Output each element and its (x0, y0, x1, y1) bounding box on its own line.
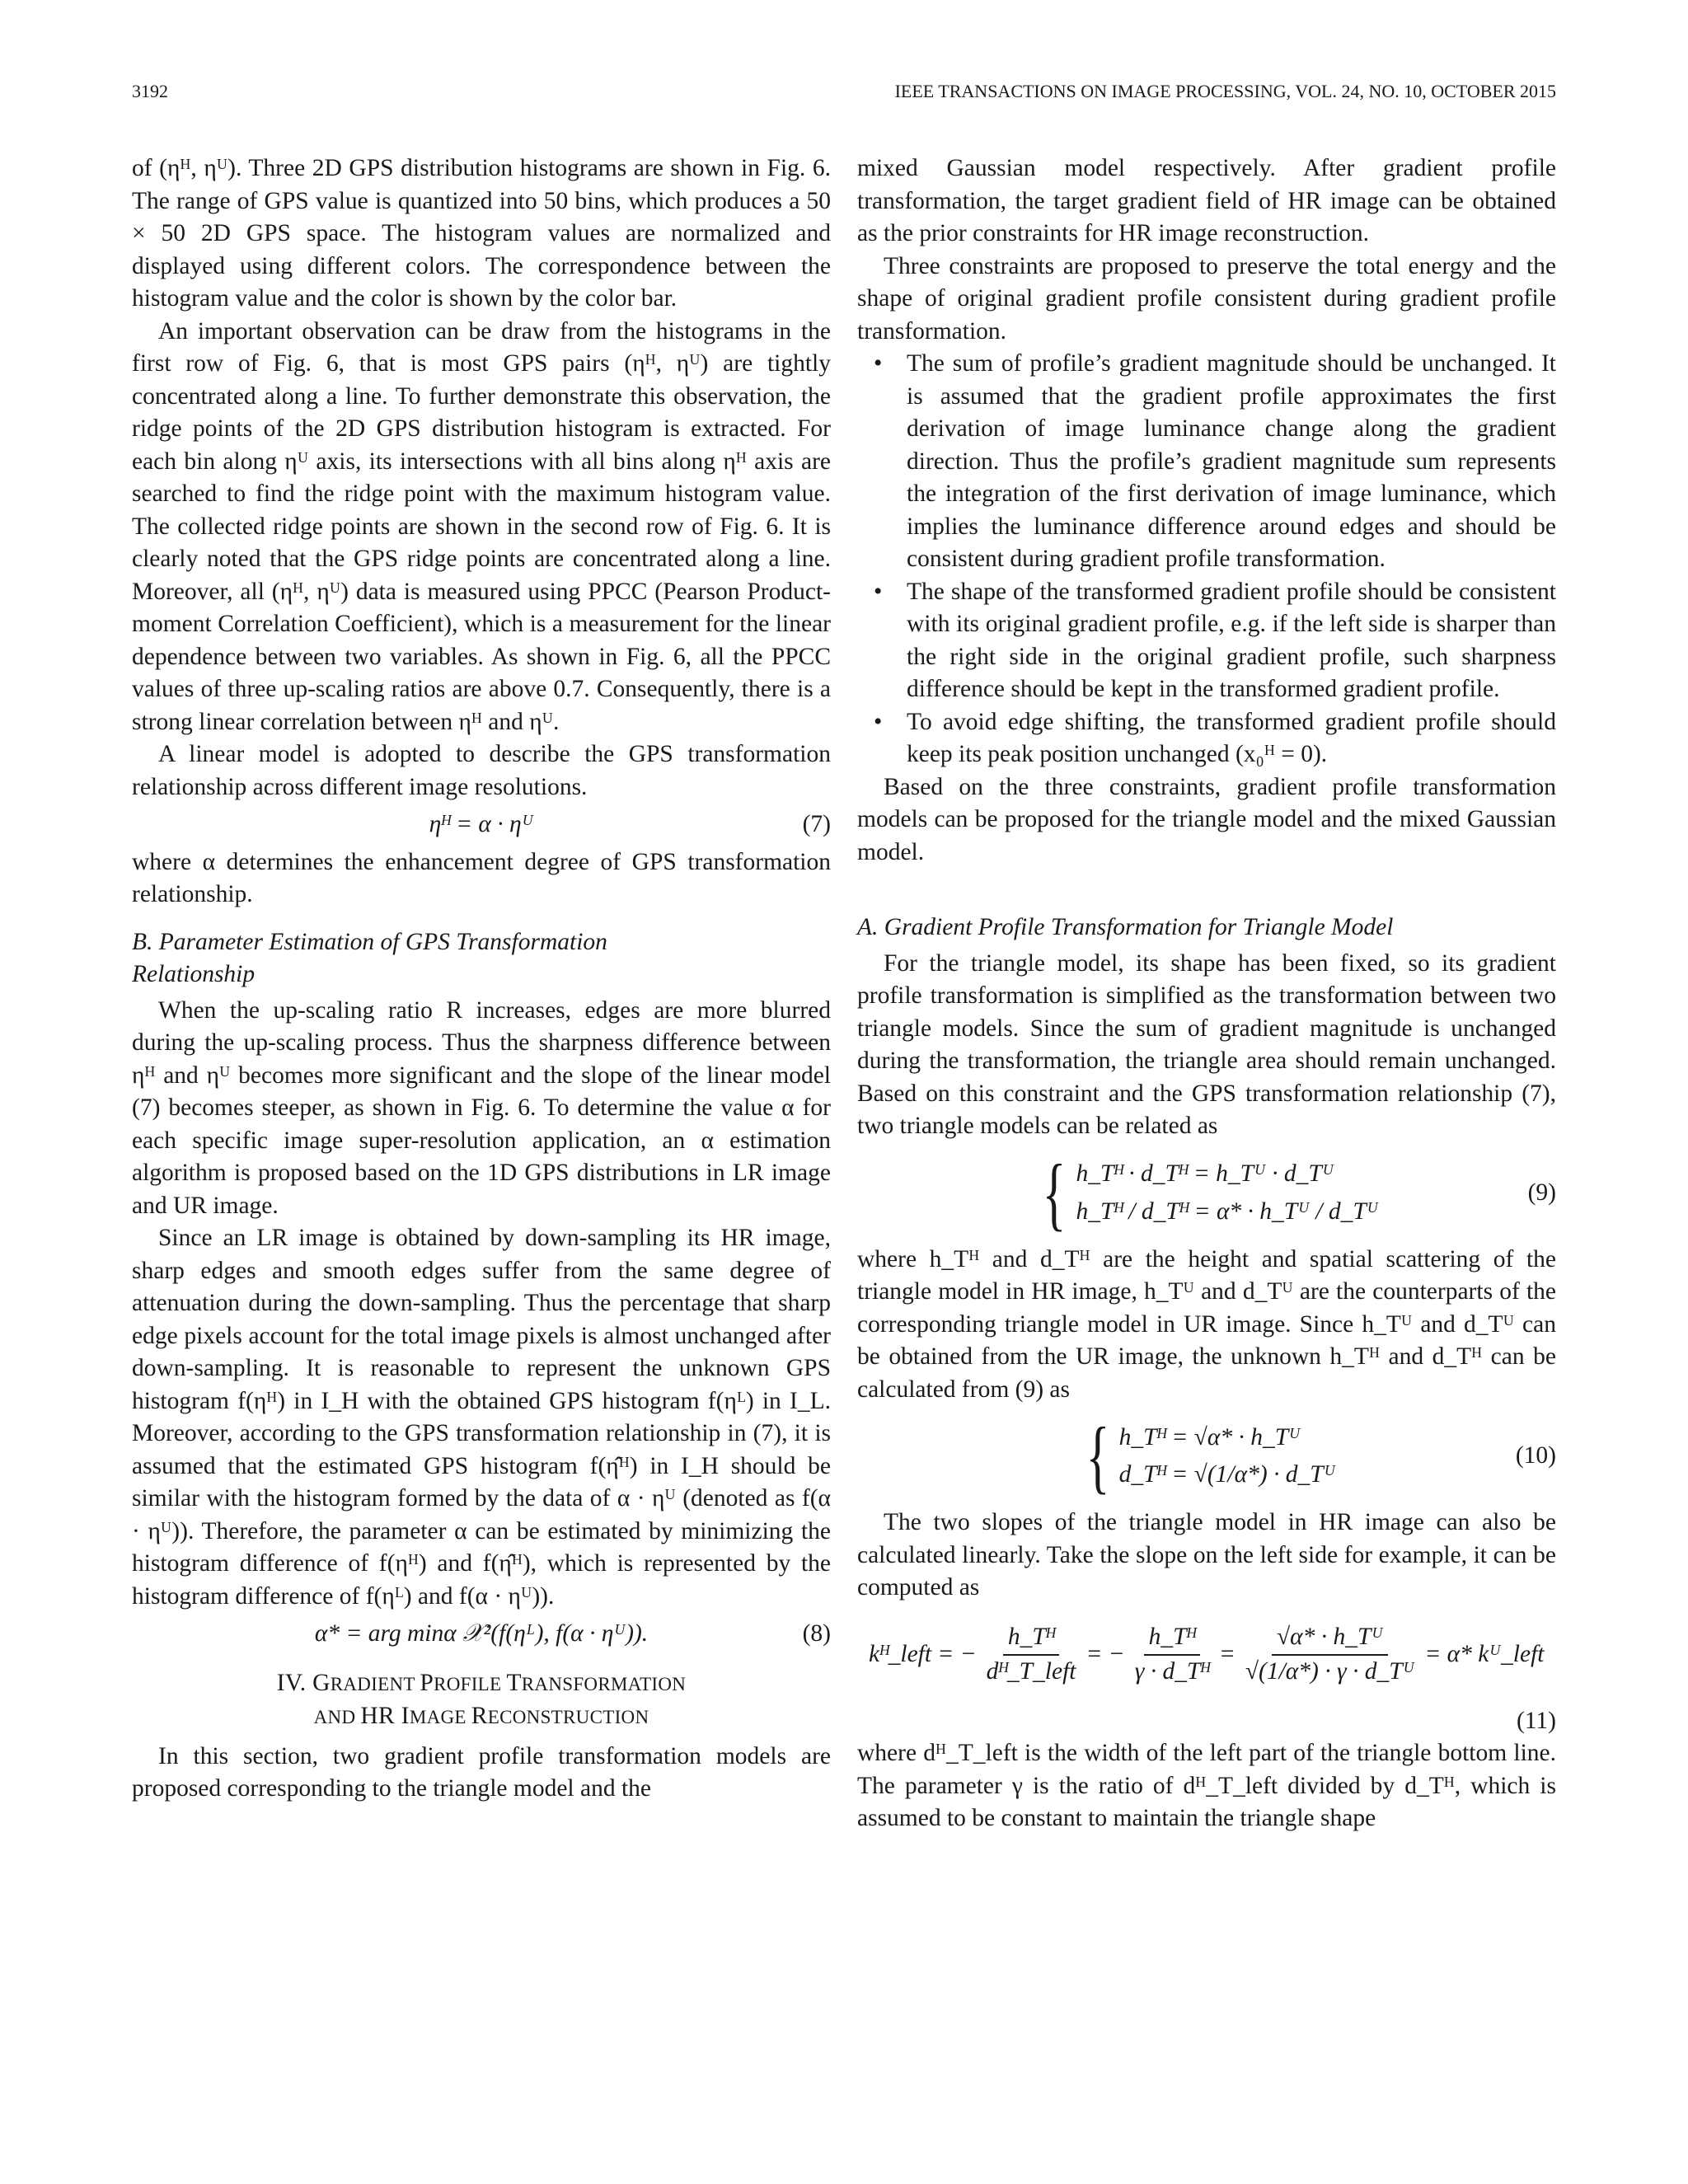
paragraph: A linear model is adopted to describe the GPS transformation relationship across different image resolutions. (132, 741, 831, 800)
equation-number: (8) (802, 1620, 831, 1647)
page-number: 3192 (132, 81, 168, 101)
fraction (1240, 1621, 1420, 1688)
denominator: γ · d_Tᴴ (1134, 1657, 1209, 1685)
equation-11 (857, 1610, 1556, 1700)
equation-number: (11) (1516, 1707, 1556, 1734)
bullet-item (874, 348, 1556, 576)
running-head (132, 81, 1556, 102)
heading-text: RADIENT (330, 1673, 420, 1694)
numerator: √α* · h_Tᵁ (1272, 1621, 1388, 1656)
equation-line: h_Tᴴ / d_Tᴴ = α* · h_Tᵁ / d_Tᵁ (1076, 1197, 1379, 1225)
heading-text: ECONSTRUCTION (487, 1707, 649, 1727)
paragraph: where dᴴ_T_left is the width of the left part of the triangle bottom line. The parameter γ is the ratio of dᴴ_T_left divided by d_Tᴴ, which is assumed to be constant to maintain the triangle shape (857, 1740, 1556, 1831)
heading-line: Relationship (132, 961, 256, 987)
paragraph: mixed Gaussian model respectively. After gradient profile transformation, the target gradient field of HR image can be obtained as the prior constraints for HR image reconstruction. (857, 155, 1556, 246)
bullet-dot: • (874, 708, 883, 735)
heading-line: B. Parameter Estimation of GPS Transformation (132, 928, 607, 955)
paragraph: Based on the three constraints, gradient profile transformation models can be proposed for the triangle model and the mixed Gaussian model. (857, 773, 1556, 865)
journal-title: IEEE TRANSACTIONS ON IMAGE PROCESSING, VOL. 24, NO. 10, OCTOBER 2015 (894, 81, 1556, 101)
equation-number: (7) (802, 811, 831, 837)
paragraph: where h_Tᴴ and d_Tᴴ are the height and spatial scattering of the triangle model in HR image, h_Tᵁ and d_Tᵁ are the counterparts of the corresponding triangle model in UR image. Since h_Tᵁ and d_Tᵁ can be obtained from the UR image, the unknown h_Tᴴ and d_Tᴴ can be calculated from (9) as (857, 1245, 1556, 1403)
paragraph: An important observation can be draw from the histograms in the first row of Fig. 6, that is most GPS pairs (ηᴴ, ηᵁ) are tightly concentrated along a line. To further demonstrate this observation, the ridge points of the 2D GPS distribution histogram is extracted. For each bin along ηᵁ axis, its intersections with all bins along ηᴴ axis are searched to find the ridge point with the maximum histogram value. The collected ridge points are shown in the second row of Fig. 6. It is clearly noted that the GPS ridge points are concentrated along a line. Moreover, all (ηᴴ, ηᵁ) data is measured using PPCC (Pearson Product-moment Correlation Coefficient), which is a measurement for the linear dependence between two variables. As shown in Fig. 6, all the PPCC values of three up-scaling ratios are above 0.7. Consequently, there is a strong linear correlation between ηᴴ and ηᵁ. (132, 317, 831, 735)
equation-part: = (1218, 1640, 1236, 1667)
denominator: dᴴ_T_left (986, 1657, 1076, 1685)
bullet-item (874, 706, 1556, 771)
brace-symbol: { (1085, 1410, 1109, 1502)
equation-body: α* = arg minα 𝒳²(f(ηᴸ), f(α · ηᵁ)). (314, 1620, 649, 1647)
heading-line (132, 1700, 831, 1734)
equation-number: (10) (1515, 1442, 1556, 1469)
equation-part: = α* kᵁ_left (1424, 1640, 1545, 1667)
equation-10 (857, 1411, 1556, 1502)
heading-text: P (420, 1669, 434, 1696)
heading-text: T (506, 1669, 522, 1696)
heading-line (132, 1667, 831, 1701)
equation-body: ηᴴ = α · ηᵁ (429, 811, 534, 837)
paragraph: of (ηᴴ, ηᵁ). Three 2D GPS distribution histograms are shown in Fig. 6. The range of GPS value is quantized into 50 bins, which produces a 50 × 50 2D GPS space. The histogram values are normalized and displayed using different colors. The correspondence between the histogram value and the color is shown by the color bar. (132, 155, 831, 312)
numerator: h_Tᴴ (1144, 1621, 1200, 1656)
equation-line: h_Tᴴ · d_Tᴴ = h_Tᵁ · d_Tᵁ (1076, 1160, 1334, 1187)
bullet-dot: • (874, 350, 883, 377)
paragraph: where α determines the enhancement degree of GPS transformation relationship. (132, 848, 831, 907)
subsection-heading-b (132, 926, 831, 991)
equation-7 (132, 808, 831, 841)
denominator: √(1/α*) · γ · d_Tᵁ (1245, 1657, 1415, 1685)
paragraph: The two slopes of the triangle model in HR image can also be calculated linearly. Take the slope on the left side for example, it can be computed as (857, 1509, 1556, 1601)
numerator: h_Tᴴ (1003, 1621, 1059, 1656)
bullet-dot: • (874, 578, 883, 605)
heading-text: RANSFORMATION (521, 1673, 687, 1694)
equation-body (1034, 1146, 1379, 1239)
left-column (132, 152, 831, 1806)
bullet-text: To avoid edge shifting, the transformed gradient profile should keep its peak position unchanged (x₀ᴴ = 0). (907, 708, 1556, 767)
equation-part: kᴴ_left = − (869, 1640, 977, 1667)
equation-line: d_Tᴴ = √(1/α*) · d_Tᵁ (1118, 1461, 1336, 1488)
heading-text: ROFILE (434, 1673, 507, 1694)
brace-symbol: { (1043, 1146, 1067, 1239)
bullet-text: The sum of profile’s gradient magnitude should be unchanged. It is assumed that the gradient profile approximates the first derivation of image luminance change along the gradient direction. Thus the profile’s gradient magnitude sum represents the integration of the first derivation of image luminance, which implies the luminance difference around edges and should be consistent during gradient profile transformation. (907, 350, 1556, 572)
subsection-heading-a: A. Gradient Profile Transformation for Triangle Model (857, 914, 1394, 940)
heading-text: MAGE (409, 1707, 471, 1727)
right-column (857, 152, 1556, 1835)
equation-9 (857, 1148, 1556, 1239)
heading-text: R (471, 1703, 488, 1729)
equation-part: = − (1085, 1640, 1125, 1667)
heading-text: AND (313, 1707, 361, 1727)
equation-8 (132, 1618, 831, 1651)
equation-number: (9) (1527, 1179, 1556, 1206)
fraction (982, 1621, 1081, 1688)
equation-body (1078, 1410, 1336, 1502)
fraction (1130, 1621, 1214, 1688)
paragraph: For the triangle model, its shape has been fixed, so its gradient profile transformation is simplified as the transformation between two triangle models. Since the sum of gradient magnitude is unchanged during the transformation, the triangle area should remain unchanged. Based on this constraint and the GPS transformation relationship (7), two triangle models can be related as (857, 949, 1556, 1139)
bullet-item (874, 576, 1556, 706)
paragraph: Three constraints are proposed to preserve the total energy and the shape of original gradient profile consistent during gradient profile transformation. (857, 252, 1556, 344)
bullet-text: The shape of the transformed gradient profile should be consistent with its original gradient profile, e.g. if the left side is sharper than the right side in the original gradient profile, such sharpness difference should be kept in the transformed gradient profile. (907, 578, 1556, 702)
heading-text: HR I (360, 1703, 410, 1729)
equation-line: h_Tᴴ = √α* · h_Tᵁ (1118, 1423, 1301, 1451)
paragraph: Since an LR image is obtained by down-sampling its HR image, sharp edges and smooth edges suffer from the same degree of attenuation during the down-sampling. Thus the percentage that sharp edge pixels account for the total image pixels is almost unchanged after down-sampling. It is reasonable to represent the unknown GPS histogram f(ηᴴ) in I_H with the obtained GPS histogram f(ηᴸ) in I_L. Moreover, according to the GPS transformation relationship in (7), it is assumed that the estimated GPS histogram f(η̂ᴴ) in I_H should be similar with the histogram formed by the data of α · ηᵁ (denoted as f(α · ηᵁ)). Therefore, the parameter α can be estimated by minimizing the histogram difference of f(ηᴴ) and f(η̂ᴴ), which is represented by the histogram difference of f(ηᴸ) and f(α · ηᵁ)). (132, 1225, 831, 1610)
heading-text: IV. G (276, 1669, 331, 1696)
section-heading-iv (132, 1667, 831, 1734)
paragraph: In this section, two gradient profile transformation models are proposed corresponding to the triangle model and the (132, 1742, 831, 1802)
paragraph: When the up-scaling ratio R increases, edges are more blurred during the up-scaling process. Thus the sharpness difference between ηᴴ and ηᵁ becomes more significant and the slope of the linear model (7) becomes steeper, as shown in Fig. 6. To determine the value α for each specific image super-resolution application, an α estimation algorithm is proposed based on the 1D GPS distributions in LR image and UR image. (132, 996, 831, 1219)
